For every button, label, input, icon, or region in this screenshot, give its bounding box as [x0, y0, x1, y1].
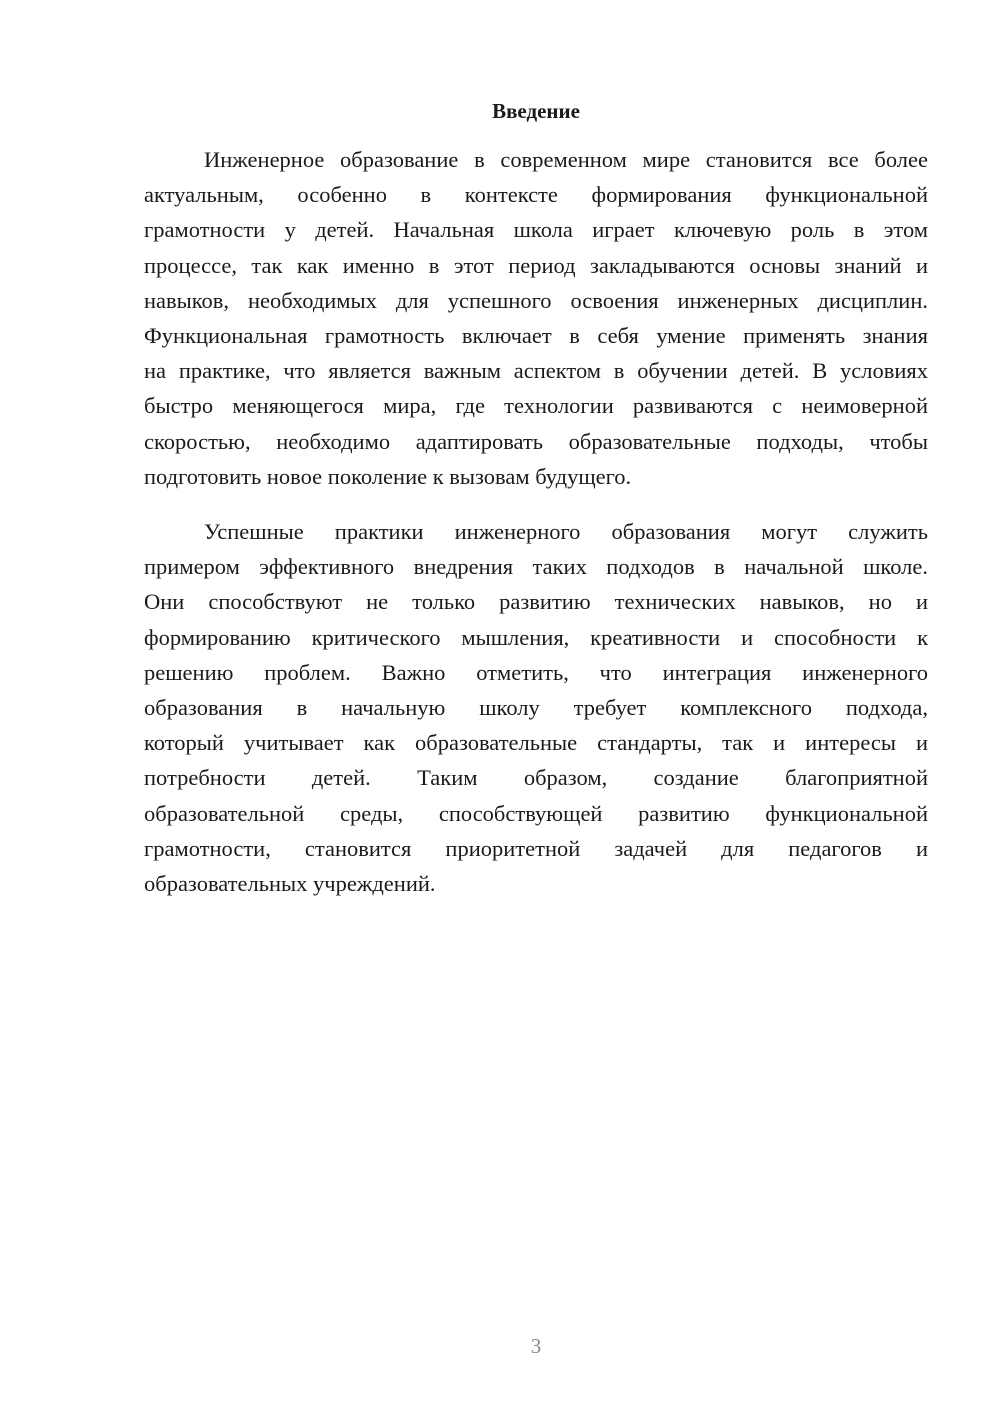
text-line: на практике, что является важным аспектом в обучении детей. В условиях [144, 358, 928, 384]
paragraph-practices [144, 514, 928, 901]
text-line: процессе, так как именно в этот период закладываются основы знаний и [144, 252, 928, 278]
text-line: примером эффективного внедрения таких подходов в начальной школе. [144, 554, 928, 580]
section-heading: Введение [492, 99, 580, 123]
text-line: образовательных учреждений. [144, 870, 436, 896]
text-line: потребности детей. Таким образом, создание благоприятной [144, 765, 928, 791]
text-line: грамотности у детей. Начальная школа играет ключевую роль в этом [144, 217, 928, 243]
text-line: Они способствуют не только развитию технических навыков, но и [144, 589, 928, 615]
text-line: образовательной среды, способствующей развитию функциональной [144, 800, 928, 826]
text-line: подготовить новое поколение к вызовам будущего. [144, 463, 632, 489]
text-line: актуальным, особенно в контексте формирования функциональной [144, 182, 928, 208]
text-line: который учитывает как образовательные стандарты, так и интересы и [144, 730, 928, 756]
page-number: 3 [530, 1334, 542, 1358]
text-line: решению проблем. Важно отметить, что интеграция инженерного [144, 659, 928, 685]
text-line: Успешные практики инженерного образования могут служить [204, 519, 928, 544]
text-line: Инженерное образование в современном мире становится все более [204, 147, 928, 172]
text-line: образования в начальную школу требует комплексного подхода, [144, 694, 928, 720]
text-line: формированию критического мышления, креативности и способности к [144, 624, 928, 650]
text-line: Функциональная грамотность включает в себя умение применять знания [144, 322, 928, 348]
paragraph-intro [144, 142, 928, 494]
text-line: грамотности, становится приоритетной задачей для педагогов и [144, 835, 928, 861]
text-line: навыков, необходимых для успешного освоения инженерных дисциплин. [144, 287, 928, 313]
text-line: быстро меняющегося мира, где технологии развиваются с неимоверной [144, 393, 928, 419]
text-line: скоростью, необходимо адаптировать образовательные подходы, чтобы [144, 428, 928, 454]
